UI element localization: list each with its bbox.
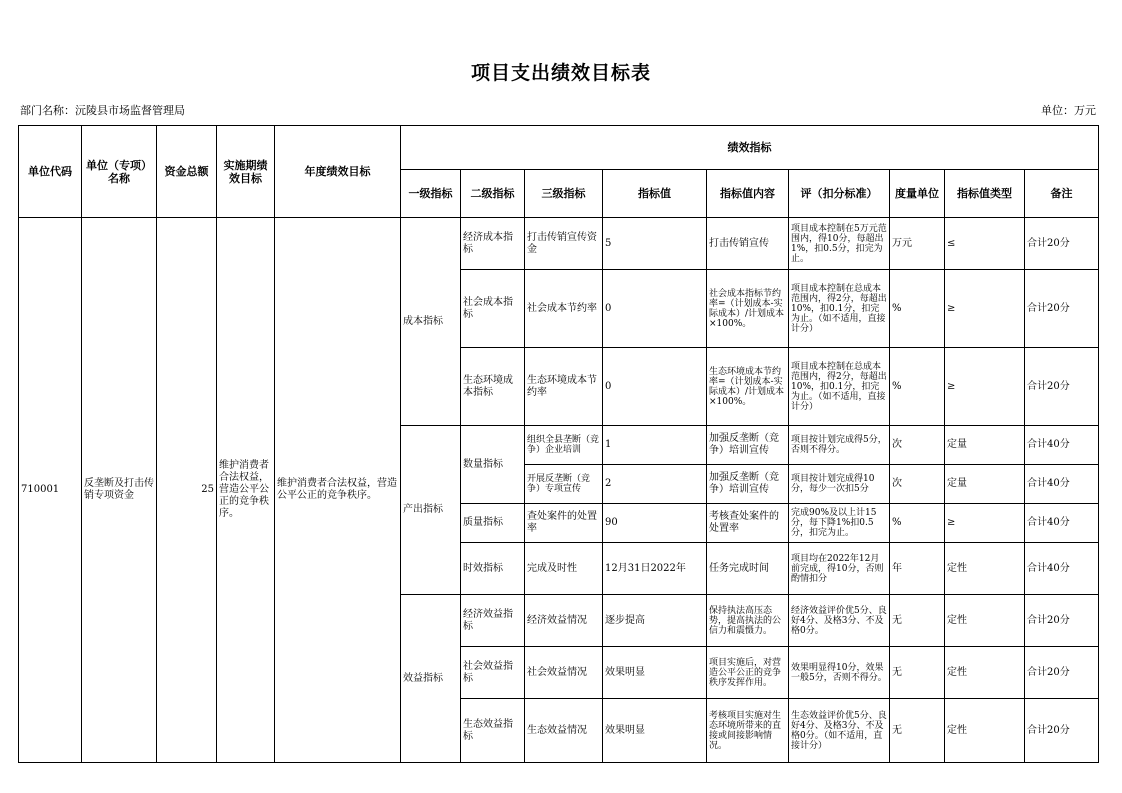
remark-cell: 合计40分 — [1025, 543, 1099, 595]
header-impl-goal: 实施期绩效目标 — [217, 126, 275, 218]
header-value-content: 指标值内容 — [707, 170, 789, 218]
content-cell: 考核查处案件的处置率 — [707, 504, 789, 543]
scoring-cell: 项目均在2022年12月前完成，得10分，否则酌情扣分 — [789, 543, 890, 595]
type-cell: 定量 — [945, 426, 1025, 465]
remark-cell: 合计40分 — [1025, 504, 1099, 543]
unit-cell: 无 — [890, 647, 945, 699]
unit-cell: 年 — [890, 543, 945, 595]
content-cell: 社会成本指标节约率=（计划成本-实际成本）/计划成本×100%。 — [707, 270, 789, 348]
table-row — [19, 218, 1099, 270]
unit-cell: 无 — [890, 595, 945, 647]
scoring-cell: 生态效益评价优5分、良好4分、及格3分、不及格0分。（如不适用，直接计分） — [789, 699, 890, 763]
level2-cell: 时效指标 — [461, 543, 525, 595]
unit-cell: % — [890, 270, 945, 348]
type-cell: 定性 — [945, 699, 1025, 763]
scoring-cell: 项目成本控制在5万元范围内，得10分，每超出1%，扣0.5分，扣完为止。 — [789, 218, 890, 270]
content-cell: 生态环境成本节约率=（计划成本-实际成本）/计划成本×100%。 — [707, 348, 789, 426]
level2-cell: 质量指标 — [461, 504, 525, 543]
type-cell: 定性 — [945, 595, 1025, 647]
value-cell: 0 — [603, 270, 707, 348]
scoring-cell: 经济效益评价优5分、良好4分、及格3分、不及格0分。 — [789, 595, 890, 647]
unit-name-cell: 反垄断及打击传销专项资金 — [82, 218, 157, 763]
scoring-cell: 项目按计划完成得10分，每少一次扣5分 — [789, 465, 890, 504]
unit-cell: 次 — [890, 426, 945, 465]
level1-cell: 效益指标 — [401, 595, 461, 763]
value-cell: 0 — [603, 348, 707, 426]
content-cell: 加强反垄断（竞争）培训宣传 — [707, 465, 789, 504]
type-cell: ≤ — [945, 218, 1025, 270]
remark-cell: 合计20分 — [1025, 270, 1099, 348]
content-cell: 项目实施后，对营造公平公正的竞争秩序发挥作用。 — [707, 647, 789, 699]
header-scoring: 评（扣分标准） — [789, 170, 890, 218]
content-cell: 任务完成时间 — [707, 543, 789, 595]
type-cell: ≥ — [945, 504, 1025, 543]
impl-goal-cell: 维护消费者合法权益，营造公平公正的竞争秩序。 — [217, 218, 275, 763]
scoring-cell: 效果明显得10分，效果一般5分，否则不得分。 — [789, 647, 890, 699]
header-unit-name: 单位（专项）名称 — [82, 126, 157, 218]
level2-cell: 社会效益指标 — [461, 647, 525, 699]
header-value: 指标值 — [603, 170, 707, 218]
value-cell: 2 — [603, 465, 707, 504]
level3-cell: 打击传销宣传资金 — [525, 218, 603, 270]
total-funds-cell: 25 — [157, 218, 217, 763]
unit-cell: % — [890, 348, 945, 426]
remark-cell: 合计20分 — [1025, 348, 1099, 426]
level1-cell: 产出指标 — [401, 426, 461, 595]
value-cell: 效果明显 — [603, 647, 707, 699]
level3-cell: 生态效益情况 — [525, 699, 603, 763]
level3-cell: 开展反垄断（竞争）专项宣传 — [525, 465, 603, 504]
header-unit-code: 单位代码 — [19, 126, 82, 218]
remark-cell: 合计40分 — [1025, 426, 1099, 465]
annual-goal-cell: 维护消费者合法权益，营造公平公正的竞争秩序。 — [275, 218, 401, 763]
value-cell: 效果明显 — [603, 699, 707, 763]
level3-cell: 查处案件的处置率 — [525, 504, 603, 543]
header-annual-goal: 年度绩效目标 — [275, 126, 401, 218]
page-title: 项目支出绩效目标表 — [470, 62, 651, 84]
remark-cell: 合计40分 — [1025, 465, 1099, 504]
unit-cell: 次 — [890, 465, 945, 504]
remark-cell: 合计20分 — [1025, 218, 1099, 270]
value-cell: 5 — [603, 218, 707, 270]
type-cell: 定性 — [945, 647, 1025, 699]
content-cell: 保持执法高压态势，提高执法的公信力和震慑力。 — [707, 595, 789, 647]
unit-label: 单位：万元 — [1041, 104, 1096, 117]
level3-cell: 社会成本节约率 — [525, 270, 603, 348]
header-performance-indicators: 绩效指标 — [401, 126, 1099, 170]
level3-cell: 社会效益情况 — [525, 647, 603, 699]
type-cell: 定量 — [945, 465, 1025, 504]
header-total-funds: 资金总额 — [157, 126, 217, 218]
scoring-cell: 项目按计划完成得5分，否则不得分。 — [789, 426, 890, 465]
type-cell: ≥ — [945, 270, 1025, 348]
value-cell: 1 — [603, 426, 707, 465]
header-level3: 三级指标 — [525, 170, 603, 218]
value-cell: 12月31日2022年 — [603, 543, 707, 595]
unit-cell: 万元 — [890, 218, 945, 270]
level2-cell: 生态效益指标 — [461, 699, 525, 763]
scoring-cell: 完成90%及以上计15分，每下降1%扣0.5分，扣完为止。 — [789, 504, 890, 543]
content-cell: 考核项目实施对生态环境所带来的直接或间接影响情况。 — [707, 699, 789, 763]
content-cell: 打击传销宣传 — [707, 218, 789, 270]
scoring-cell: 项目成本控制在总成本范围内，得2分，每超出10%，扣0.1分，扣完为止。（如不适用，直接计分） — [789, 270, 890, 348]
level3-cell: 生态环境成本节约率 — [525, 348, 603, 426]
level2-cell: 经济成本指标 — [461, 218, 525, 270]
remark-cell: 合计20分 — [1025, 595, 1099, 647]
level3-cell: 组织全县垄断（竞争）企业培训 — [525, 426, 603, 465]
value-cell: 90 — [603, 504, 707, 543]
header-level2: 二级指标 — [461, 170, 525, 218]
header-remark: 备注 — [1025, 170, 1099, 218]
header-value-type: 指标值类型 — [945, 170, 1025, 218]
header-level1: 一级指标 — [401, 170, 461, 218]
unit-code-cell: 710001 — [19, 218, 82, 763]
value-cell: 逐步提高 — [603, 595, 707, 647]
content-cell: 加强反垄断（竞争）培训宣传 — [707, 426, 789, 465]
scoring-cell: 项目成本控制在总成本范围内，得2分，每超出10%，扣0.1分，扣完为止。（如不适用，直接计分） — [789, 348, 890, 426]
type-cell: ≥ — [945, 348, 1025, 426]
level3-cell: 完成及时性 — [525, 543, 603, 595]
remark-cell: 合计20分 — [1025, 647, 1099, 699]
type-cell: 定性 — [945, 543, 1025, 595]
level1-cell: 成本指标 — [401, 218, 461, 426]
remark-cell: 合计20分 — [1025, 699, 1099, 763]
level3-cell: 经济效益情况 — [525, 595, 603, 647]
department-label: 部门名称：沅陵县市场监督管理局 — [20, 104, 185, 117]
level2-cell: 经济效益指标 — [461, 595, 525, 647]
header-measure-unit: 度量单位 — [890, 170, 945, 218]
unit-cell: % — [890, 504, 945, 543]
level2-cell: 数量指标 — [461, 426, 525, 504]
level2-cell: 生态环境成本指标 — [461, 348, 525, 426]
unit-cell: 无 — [890, 699, 945, 763]
level2-cell: 社会成本指标 — [461, 270, 525, 348]
performance-table — [18, 125, 1099, 763]
